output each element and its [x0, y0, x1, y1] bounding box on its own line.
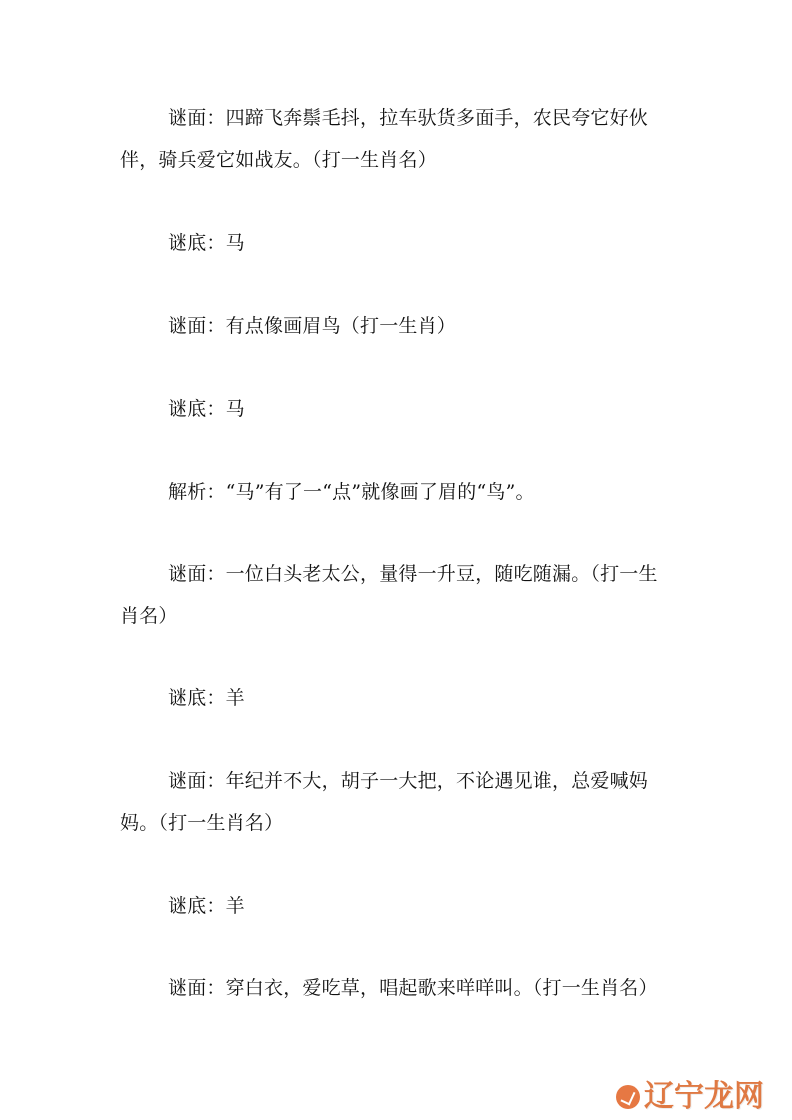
analysis-paragraph: 解析：“马”有了一“点”就像画了眉的“鸟”。	[168, 481, 535, 503]
answer-paragraph: 谜底：羊	[168, 687, 245, 709]
riddle-paragraph: 谜面：年纪并不大，胡子一大把，不论遇见谁，总爱喊妈妈。（打一生肖名）	[120, 770, 649, 834]
answer-paragraph: 谜底：马	[168, 232, 245, 254]
answer-paragraph: 谜底：羊	[168, 895, 245, 917]
watermark-text: 辽宁龙网	[644, 1080, 764, 1113]
watermark-icon	[616, 1085, 640, 1109]
riddle-paragraph: 谜面：穿白衣，爱吃草，唱起歌来咩咩叫。（打一生肖名）	[168, 977, 658, 999]
site-watermark	[616, 1082, 764, 1112]
riddle-paragraph: 谜面：有点像画眉鸟（打一生肖）	[168, 315, 457, 337]
riddle-paragraph: 谜面：一位白头老太公，量得一升豆，随吃随漏。（打一生肖名）	[120, 563, 658, 627]
answer-paragraph: 谜底：马	[168, 398, 245, 420]
riddle-paragraph: 谜面：四蹄飞奔鬃毛抖，拉车驮货多面手，农民夸它好伙伴，骑兵爱它如战友。（打一生肖名）	[120, 107, 649, 171]
